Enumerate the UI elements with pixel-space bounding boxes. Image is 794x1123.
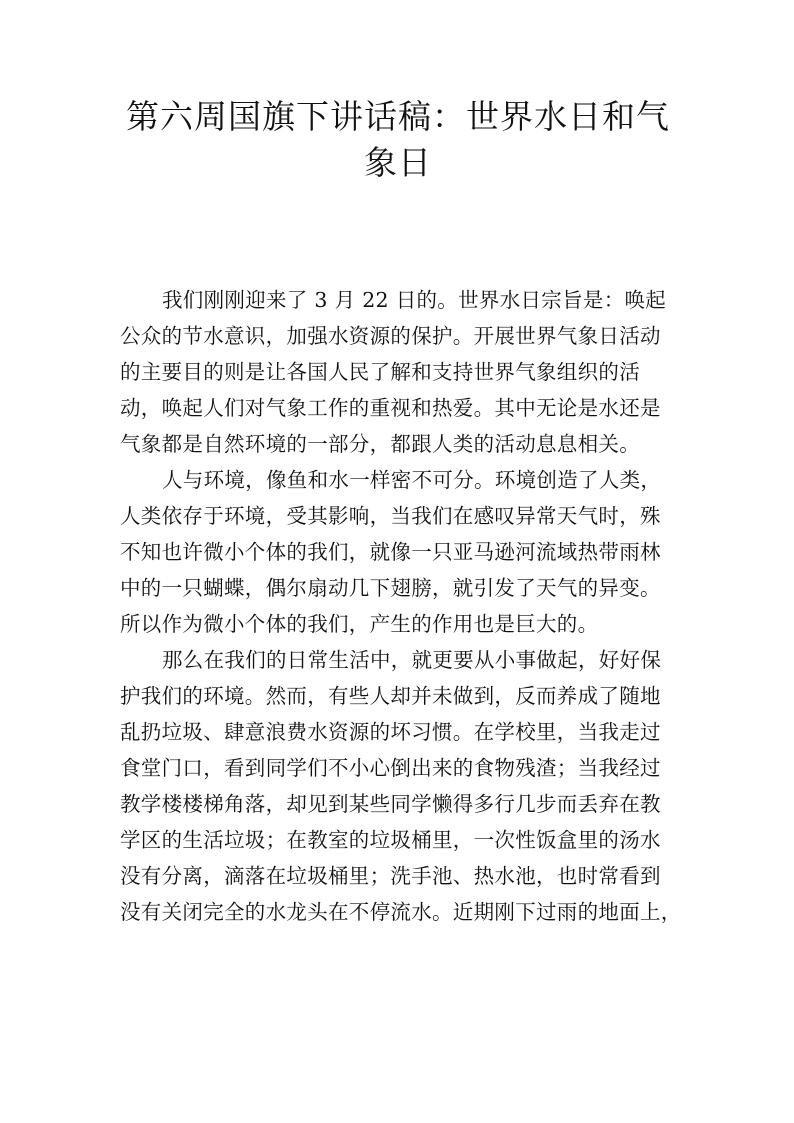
text-line: 所以作为微小个体的我们，产生的作用也是巨大的。 — [120, 612, 599, 636]
text-line: 食堂门口，看到同学们不小心倒出来的食物残渣；当我经过 — [120, 756, 661, 780]
text-line: 没有关闭完全的水龙头在不停流水。近期刚下过雨的地面上， — [120, 900, 682, 924]
text-line: 那么在我们的日常生活中，就更要从小事做起，好好保 — [162, 648, 662, 672]
document-body — [120, 282, 686, 930]
text-line: 乱扔垃圾、肆意浪费水资源的坏习惯。在学校里，当我走过 — [120, 720, 661, 744]
text-line: 动，唤起人们对气象工作的重视和热爱。其中无论是水还是 — [120, 396, 661, 420]
text-line: 气象都是自然环境的一部分，都跟人类的活动息息相关。 — [120, 432, 640, 456]
text-line: 人类依存于环境，受其影响，当我们在感叹异常天气时，殊 — [120, 504, 661, 528]
paragraph-1 — [120, 282, 686, 462]
text-line: 人与环境，像鱼和水一样密不可分。环境创造了人类， — [162, 468, 662, 492]
text-line: 护我们的环境。然而，有些人却并未做到，反而养成了随地 — [120, 684, 661, 708]
text-line: 我们刚刚迎来了 3 月 22 日的。世界水日宗旨是：唤起 — [162, 288, 667, 312]
text-line: 公众的节水意识，加强水资源的保护。开展世界气象日活动 — [120, 324, 661, 348]
paragraph-3 — [120, 642, 686, 930]
document-title: 第六周国旗下讲话稿：世界水日和气象日 — [126, 97, 670, 182]
paragraph-2 — [120, 462, 686, 642]
text-line: 不知也许微小个体的我们，就像一只亚马逊河流域热带雨林 — [120, 540, 661, 564]
text-line: 的主要目的则是让各国人民了解和支持世界气象组织的活 — [120, 360, 640, 384]
text-line: 没有分离，滴落在垃圾桶里；洗手池、热水池，也时常看到 — [120, 864, 661, 888]
text-line: 学区的生活垃圾；在教室的垃圾桶里，一次性饭盒里的汤水 — [120, 828, 661, 852]
text-line: 中的一只蝴蝶，偶尔扇动几下翅膀，就引发了天气的异变。 — [120, 576, 661, 600]
text-line: 教学楼楼梯角落，却见到某些同学懒得多行几步而丢弃在教 — [120, 792, 661, 816]
